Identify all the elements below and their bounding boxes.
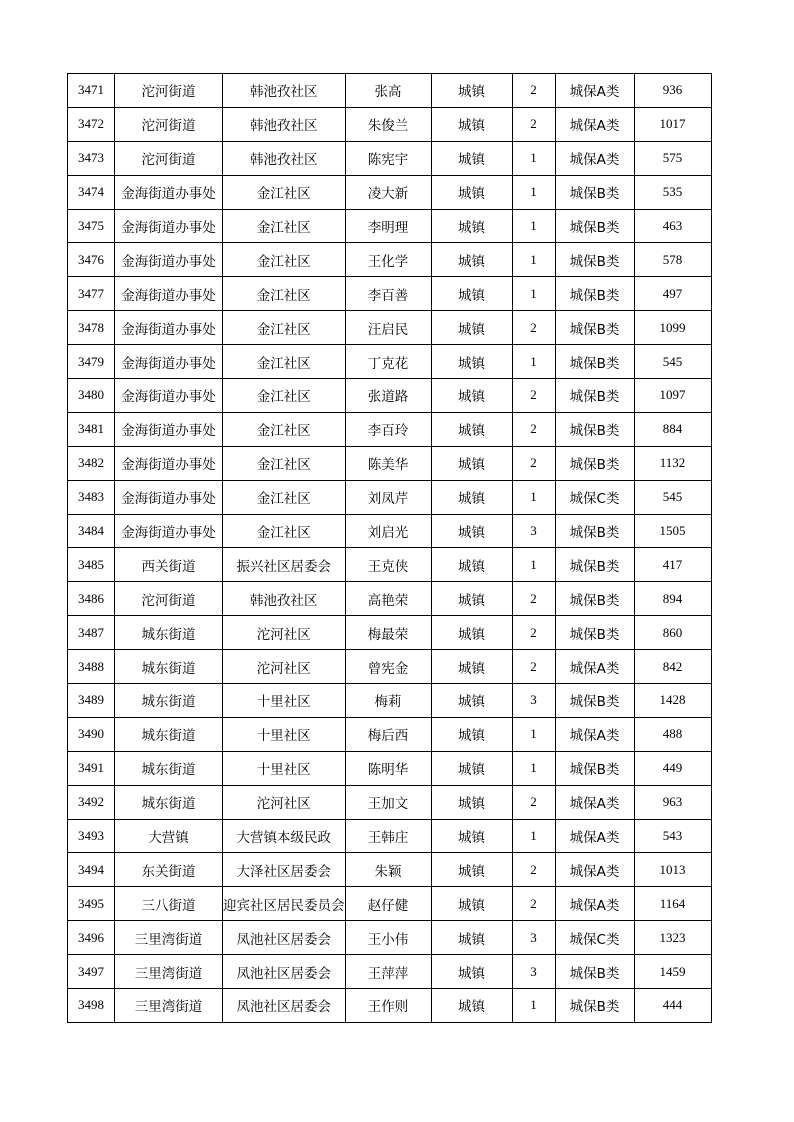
name-cell: 凌大新 — [345, 175, 431, 209]
amount-cell: 1099 — [634, 311, 711, 345]
household-size-cell: 1 — [512, 751, 555, 785]
household-size-cell: 1 — [512, 548, 555, 582]
household-size-cell: 3 — [512, 514, 555, 548]
street-cell: 金海街道办事处 — [115, 277, 223, 311]
area-type-cell: 城镇 — [431, 74, 512, 108]
household-size-cell: 1 — [512, 819, 555, 853]
household-size-cell: 2 — [512, 887, 555, 921]
category-cell: 城保B类 — [555, 548, 634, 582]
name-cell: 赵仔健 — [345, 887, 431, 921]
row-number-cell: 3488 — [68, 650, 115, 684]
name-cell: 张高 — [345, 74, 431, 108]
amount-cell: 535 — [634, 175, 711, 209]
household-size-cell: 1 — [512, 989, 555, 1023]
street-cell: 城东街道 — [115, 785, 223, 819]
household-size-cell: 2 — [512, 650, 555, 684]
street-cell: 金海街道办事处 — [115, 175, 223, 209]
community-cell: 迎宾社区居民委员会 — [223, 887, 346, 921]
category-cell: 城保B类 — [555, 209, 634, 243]
street-cell: 城东街道 — [115, 684, 223, 718]
community-cell: 金江社区 — [223, 243, 346, 277]
category-cell: 城保A类 — [555, 887, 634, 921]
community-cell: 金江社区 — [223, 175, 346, 209]
name-cell: 梅莉 — [345, 684, 431, 718]
amount-cell: 936 — [634, 74, 711, 108]
amount-cell: 488 — [634, 717, 711, 751]
community-cell: 凤池社区居委会 — [223, 921, 346, 955]
amount-cell: 575 — [634, 141, 711, 175]
table-row — [68, 582, 712, 616]
category-cell: 城保B类 — [555, 989, 634, 1023]
table-row — [68, 107, 712, 141]
area-type-cell: 城镇 — [431, 480, 512, 514]
row-number-cell: 3490 — [68, 717, 115, 751]
category-cell: 城保C类 — [555, 480, 634, 514]
household-size-cell: 2 — [512, 582, 555, 616]
table-row — [68, 650, 712, 684]
area-type-cell: 城镇 — [431, 243, 512, 277]
street-cell: 城东街道 — [115, 650, 223, 684]
community-cell: 沱河社区 — [223, 785, 346, 819]
amount-cell: 545 — [634, 345, 711, 379]
table-row — [68, 277, 712, 311]
street-cell: 金海街道办事处 — [115, 311, 223, 345]
street-cell: 金海街道办事处 — [115, 379, 223, 413]
table-row — [68, 514, 712, 548]
household-size-cell: 1 — [512, 175, 555, 209]
name-cell: 刘凤芹 — [345, 480, 431, 514]
row-number-cell: 3476 — [68, 243, 115, 277]
area-type-cell: 城镇 — [431, 277, 512, 311]
category-cell: 城保A类 — [555, 819, 634, 853]
street-cell: 三里湾街道 — [115, 955, 223, 989]
street-cell: 城东街道 — [115, 717, 223, 751]
street-cell: 城东街道 — [115, 751, 223, 785]
amount-cell: 449 — [634, 751, 711, 785]
street-cell: 沱河街道 — [115, 107, 223, 141]
name-cell: 梅后西 — [345, 717, 431, 751]
row-number-cell: 3493 — [68, 819, 115, 853]
household-size-cell: 1 — [512, 480, 555, 514]
category-cell: 城保B类 — [555, 345, 634, 379]
name-cell: 王萍萍 — [345, 955, 431, 989]
area-type-cell: 城镇 — [431, 209, 512, 243]
name-cell: 王小伟 — [345, 921, 431, 955]
table-row — [68, 785, 712, 819]
amount-cell: 860 — [634, 616, 711, 650]
amount-cell: 463 — [634, 209, 711, 243]
category-cell: 城保A类 — [555, 717, 634, 751]
table-row — [68, 141, 712, 175]
category-cell: 城保A类 — [555, 785, 634, 819]
household-size-cell: 3 — [512, 684, 555, 718]
row-number-cell: 3480 — [68, 379, 115, 413]
area-type-cell: 城镇 — [431, 107, 512, 141]
amount-cell: 543 — [634, 819, 711, 853]
household-size-cell: 2 — [512, 853, 555, 887]
table-row — [68, 751, 712, 785]
community-cell: 韩池孜社区 — [223, 74, 346, 108]
table-row — [68, 345, 712, 379]
amount-cell: 884 — [634, 412, 711, 446]
community-cell: 振兴社区居委会 — [223, 548, 346, 582]
street-cell: 金海街道办事处 — [115, 243, 223, 277]
category-cell: 城保A类 — [555, 74, 634, 108]
records-table — [67, 73, 712, 1023]
household-size-cell: 1 — [512, 243, 555, 277]
area-type-cell: 城镇 — [431, 684, 512, 718]
name-cell: 梅最荣 — [345, 616, 431, 650]
amount-cell: 1017 — [634, 107, 711, 141]
category-cell: 城保B类 — [555, 243, 634, 277]
name-cell: 王克侠 — [345, 548, 431, 582]
name-cell: 朱俊兰 — [345, 107, 431, 141]
community-cell: 韩池孜社区 — [223, 141, 346, 175]
area-type-cell: 城镇 — [431, 514, 512, 548]
row-number-cell: 3478 — [68, 311, 115, 345]
street-cell: 三八街道 — [115, 887, 223, 921]
area-type-cell: 城镇 — [431, 955, 512, 989]
street-cell: 西关街道 — [115, 548, 223, 582]
household-size-cell: 1 — [512, 717, 555, 751]
amount-cell: 444 — [634, 989, 711, 1023]
household-size-cell: 1 — [512, 141, 555, 175]
row-number-cell: 3497 — [68, 955, 115, 989]
name-cell: 王加文 — [345, 785, 431, 819]
name-cell: 陈明华 — [345, 751, 431, 785]
community-cell: 大营镇本级民政 — [223, 819, 346, 853]
table-row — [68, 379, 712, 413]
name-cell: 丁克花 — [345, 345, 431, 379]
table-row — [68, 548, 712, 582]
table-row — [68, 717, 712, 751]
data-sheet — [67, 73, 712, 1023]
area-type-cell: 城镇 — [431, 548, 512, 582]
community-cell: 凤池社区居委会 — [223, 955, 346, 989]
area-type-cell: 城镇 — [431, 141, 512, 175]
area-type-cell: 城镇 — [431, 616, 512, 650]
row-number-cell: 3496 — [68, 921, 115, 955]
table-row — [68, 446, 712, 480]
amount-cell: 1505 — [634, 514, 711, 548]
category-cell: 城保B类 — [555, 379, 634, 413]
area-type-cell: 城镇 — [431, 650, 512, 684]
row-number-cell: 3498 — [68, 989, 115, 1023]
name-cell: 李明理 — [345, 209, 431, 243]
amount-cell: 497 — [634, 277, 711, 311]
street-cell: 金海街道办事处 — [115, 412, 223, 446]
area-type-cell: 城镇 — [431, 582, 512, 616]
category-cell: 城保B类 — [555, 277, 634, 311]
community-cell: 金江社区 — [223, 379, 346, 413]
category-cell: 城保A类 — [555, 853, 634, 887]
row-number-cell: 3487 — [68, 616, 115, 650]
street-cell: 三里湾街道 — [115, 989, 223, 1023]
category-cell: 城保B类 — [555, 684, 634, 718]
street-cell: 金海街道办事处 — [115, 209, 223, 243]
name-cell: 王作则 — [345, 989, 431, 1023]
area-type-cell: 城镇 — [431, 989, 512, 1023]
community-cell: 金江社区 — [223, 277, 346, 311]
category-cell: 城保B类 — [555, 175, 634, 209]
category-cell: 城保B类 — [555, 582, 634, 616]
community-cell: 金江社区 — [223, 514, 346, 548]
community-cell: 金江社区 — [223, 311, 346, 345]
area-type-cell: 城镇 — [431, 717, 512, 751]
name-cell: 陈宪宇 — [345, 141, 431, 175]
community-cell: 沱河社区 — [223, 616, 346, 650]
category-cell: 城保B类 — [555, 955, 634, 989]
community-cell: 十里社区 — [223, 717, 346, 751]
household-size-cell: 2 — [512, 412, 555, 446]
row-number-cell: 3479 — [68, 345, 115, 379]
community-cell: 大泽社区居委会 — [223, 853, 346, 887]
table-row — [68, 311, 712, 345]
table-row — [68, 955, 712, 989]
street-cell: 沱河街道 — [115, 141, 223, 175]
amount-cell: 545 — [634, 480, 711, 514]
area-type-cell: 城镇 — [431, 175, 512, 209]
name-cell: 汪启民 — [345, 311, 431, 345]
amount-cell: 894 — [634, 582, 711, 616]
amount-cell: 1323 — [634, 921, 711, 955]
row-number-cell: 3481 — [68, 412, 115, 446]
row-number-cell: 3475 — [68, 209, 115, 243]
table-row — [68, 412, 712, 446]
name-cell: 李百善 — [345, 277, 431, 311]
name-cell: 陈美华 — [345, 446, 431, 480]
area-type-cell: 城镇 — [431, 412, 512, 446]
street-cell: 三里湾街道 — [115, 921, 223, 955]
area-type-cell: 城镇 — [431, 379, 512, 413]
street-cell: 沱河街道 — [115, 74, 223, 108]
table-row — [68, 684, 712, 718]
community-cell: 沱河社区 — [223, 650, 346, 684]
row-number-cell: 3483 — [68, 480, 115, 514]
area-type-cell: 城镇 — [431, 751, 512, 785]
household-size-cell: 1 — [512, 277, 555, 311]
household-size-cell: 2 — [512, 74, 555, 108]
table-row — [68, 989, 712, 1023]
area-type-cell: 城镇 — [431, 819, 512, 853]
community-cell: 凤池社区居委会 — [223, 989, 346, 1023]
household-size-cell: 2 — [512, 446, 555, 480]
household-size-cell: 1 — [512, 345, 555, 379]
community-cell: 金江社区 — [223, 345, 346, 379]
row-number-cell: 3495 — [68, 887, 115, 921]
household-size-cell: 2 — [512, 311, 555, 345]
category-cell: 城保B类 — [555, 446, 634, 480]
category-cell: 城保B类 — [555, 311, 634, 345]
category-cell: 城保A类 — [555, 107, 634, 141]
name-cell: 高艳荣 — [345, 582, 431, 616]
table-row — [68, 887, 712, 921]
community-cell: 金江社区 — [223, 209, 346, 243]
street-cell: 东关街道 — [115, 853, 223, 887]
row-number-cell: 3471 — [68, 74, 115, 108]
table-row — [68, 819, 712, 853]
household-size-cell: 2 — [512, 107, 555, 141]
household-size-cell: 3 — [512, 955, 555, 989]
table-row — [68, 853, 712, 887]
row-number-cell: 3472 — [68, 107, 115, 141]
community-cell: 韩池孜社区 — [223, 582, 346, 616]
community-cell: 十里社区 — [223, 684, 346, 718]
area-type-cell: 城镇 — [431, 887, 512, 921]
amount-cell: 1132 — [634, 446, 711, 480]
name-cell: 王化学 — [345, 243, 431, 277]
area-type-cell: 城镇 — [431, 446, 512, 480]
category-cell: 城保A类 — [555, 141, 634, 175]
street-cell: 城东街道 — [115, 616, 223, 650]
amount-cell: 842 — [634, 650, 711, 684]
street-cell: 沱河街道 — [115, 582, 223, 616]
amount-cell: 1164 — [634, 887, 711, 921]
household-size-cell: 1 — [512, 209, 555, 243]
category-cell: 城保B类 — [555, 751, 634, 785]
amount-cell: 417 — [634, 548, 711, 582]
name-cell: 曾宪金 — [345, 650, 431, 684]
amount-cell: 1459 — [634, 955, 711, 989]
area-type-cell: 城镇 — [431, 311, 512, 345]
category-cell: 城保C类 — [555, 921, 634, 955]
household-size-cell: 2 — [512, 785, 555, 819]
row-number-cell: 3491 — [68, 751, 115, 785]
area-type-cell: 城镇 — [431, 345, 512, 379]
household-size-cell: 2 — [512, 379, 555, 413]
category-cell: 城保B类 — [555, 412, 634, 446]
table-row — [68, 209, 712, 243]
row-number-cell: 3492 — [68, 785, 115, 819]
area-type-cell: 城镇 — [431, 853, 512, 887]
name-cell: 张道路 — [345, 379, 431, 413]
street-cell: 金海街道办事处 — [115, 345, 223, 379]
table-row — [68, 616, 712, 650]
category-cell: 城保A类 — [555, 650, 634, 684]
table-row — [68, 74, 712, 108]
table-body — [68, 74, 712, 1023]
community-cell: 金江社区 — [223, 480, 346, 514]
name-cell: 王韩庄 — [345, 819, 431, 853]
community-cell: 金江社区 — [223, 412, 346, 446]
category-cell: 城保B类 — [555, 616, 634, 650]
table-row — [68, 921, 712, 955]
name-cell: 李百玲 — [345, 412, 431, 446]
row-number-cell: 3484 — [68, 514, 115, 548]
table-row — [68, 175, 712, 209]
area-type-cell: 城镇 — [431, 921, 512, 955]
amount-cell: 1013 — [634, 853, 711, 887]
table-row — [68, 243, 712, 277]
household-size-cell: 3 — [512, 921, 555, 955]
amount-cell: 1097 — [634, 379, 711, 413]
household-size-cell: 2 — [512, 616, 555, 650]
row-number-cell: 3473 — [68, 141, 115, 175]
amount-cell: 578 — [634, 243, 711, 277]
street-cell: 金海街道办事处 — [115, 514, 223, 548]
community-cell: 金江社区 — [223, 446, 346, 480]
amount-cell: 963 — [634, 785, 711, 819]
amount-cell: 1428 — [634, 684, 711, 718]
row-number-cell: 3477 — [68, 277, 115, 311]
row-number-cell: 3494 — [68, 853, 115, 887]
row-number-cell: 3474 — [68, 175, 115, 209]
table-row — [68, 480, 712, 514]
street-cell: 金海街道办事处 — [115, 480, 223, 514]
area-type-cell: 城镇 — [431, 785, 512, 819]
name-cell: 朱颖 — [345, 853, 431, 887]
row-number-cell: 3485 — [68, 548, 115, 582]
row-number-cell: 3482 — [68, 446, 115, 480]
street-cell: 大营镇 — [115, 819, 223, 853]
category-cell: 城保B类 — [555, 514, 634, 548]
name-cell: 刘启光 — [345, 514, 431, 548]
community-cell: 韩池孜社区 — [223, 107, 346, 141]
row-number-cell: 3489 — [68, 684, 115, 718]
row-number-cell: 3486 — [68, 582, 115, 616]
street-cell: 金海街道办事处 — [115, 446, 223, 480]
community-cell: 十里社区 — [223, 751, 346, 785]
